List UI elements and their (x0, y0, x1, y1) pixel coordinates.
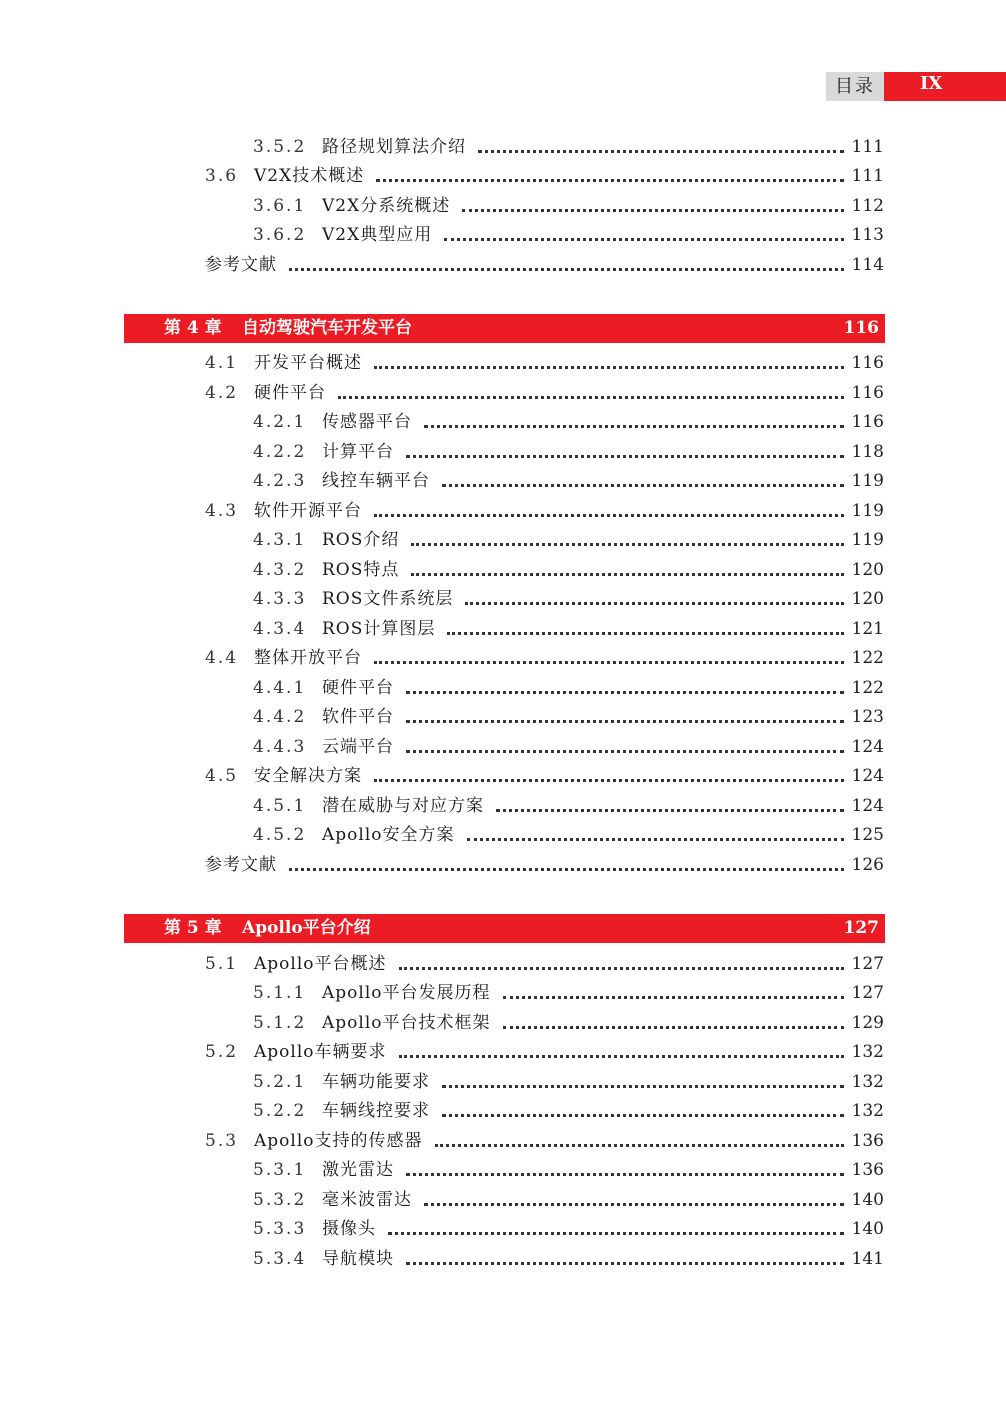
dot-leader (399, 967, 844, 970)
toc-entry[interactable] (205, 951, 884, 975)
toc-entry-title: 安全解决方案 (254, 766, 362, 786)
toc-entry-page: 132 (851, 1101, 884, 1121)
dot-leader (374, 661, 844, 664)
toc-entry[interactable] (253, 1157, 884, 1181)
toc-entry-number: 4.5.1 (253, 796, 307, 816)
toc-entry-title: V2X分系统概述 (322, 196, 451, 216)
toc-entry-page: 125 (851, 825, 884, 845)
toc-entry-references[interactable] (205, 852, 884, 876)
dot-leader (406, 455, 844, 458)
toc-entry-title: 软件平台 (322, 707, 394, 727)
toc-entry-title: 车辆功能要求 (322, 1072, 430, 1092)
toc-entry[interactable] (253, 1216, 884, 1240)
dot-leader (444, 238, 843, 241)
dot-leader (442, 1085, 844, 1088)
toc-entry-title: Apollo安全方案 (322, 825, 455, 845)
toc-entry[interactable] (253, 134, 884, 158)
toc-entry-page: 126 (851, 855, 884, 875)
running-header-label: 目录 (826, 72, 884, 101)
chapter-title: Apollo平台介绍 (242, 918, 371, 938)
toc-entry[interactable] (253, 222, 884, 246)
toc-entry-page: 127 (851, 983, 884, 1003)
toc-entry[interactable] (253, 1010, 884, 1034)
toc-entry-number: 4.3 (205, 501, 239, 521)
toc-entry[interactable] (253, 557, 884, 581)
chapter-title: 自动驾驶汽车开发平台 (242, 318, 412, 338)
dot-leader (462, 209, 843, 212)
toc-entry-page: 140 (851, 1190, 884, 1210)
toc-entry-page: 116 (851, 353, 884, 373)
dot-leader (435, 1144, 844, 1147)
toc-entry[interactable] (205, 350, 884, 374)
toc-entry-page: 123 (851, 707, 884, 727)
dot-leader (406, 720, 844, 723)
toc-entry-title: Apollo平台发展历程 (322, 983, 491, 1003)
running-header-page-numeral: IX (884, 72, 1006, 101)
toc-entry[interactable] (205, 1039, 884, 1063)
toc-entry[interactable] (253, 1187, 884, 1211)
toc-entry-number: 4.3.3 (253, 589, 307, 609)
toc-entry-title: 开发平台概述 (254, 353, 362, 373)
toc-entry-number: 4.4.2 (253, 707, 307, 727)
dot-leader (374, 366, 844, 369)
dot-leader (442, 1114, 844, 1117)
dot-leader (388, 1232, 844, 1235)
toc-entry-page: 127 (851, 954, 884, 974)
dot-leader (424, 1203, 844, 1206)
toc-entry-page: 116 (851, 383, 884, 403)
toc-entry-number: 4.4 (205, 648, 239, 668)
chapter-page: 127 (843, 918, 879, 938)
toc-entry[interactable] (205, 1128, 884, 1152)
toc-entry[interactable] (205, 645, 884, 669)
toc-entry[interactable] (253, 193, 884, 217)
toc-entry[interactable] (253, 675, 884, 699)
toc-entry[interactable] (205, 380, 884, 404)
toc-entry[interactable] (253, 734, 884, 758)
toc-entry-number: 4.3.4 (253, 619, 307, 639)
toc-entry[interactable] (253, 1098, 884, 1122)
toc-entry-title: Apollo车辆要求 (254, 1042, 387, 1062)
dot-leader (424, 425, 844, 428)
dot-leader (467, 838, 844, 841)
toc-entry[interactable] (253, 822, 884, 846)
dot-leader (289, 868, 844, 871)
toc-entry-number: 5.2.2 (253, 1101, 307, 1121)
toc-entry-number: 4.3.2 (253, 560, 307, 580)
dot-leader (411, 543, 843, 546)
toc-entry-references[interactable] (205, 252, 884, 276)
toc-entry[interactable] (253, 527, 884, 551)
toc-entry-title: Apollo平台概述 (254, 954, 387, 974)
toc-entry-number: 4.2 (205, 383, 239, 403)
toc-entry-title: 传感器平台 (322, 412, 412, 432)
toc-entry-title: 毫米波雷达 (322, 1190, 412, 1210)
toc-entry-title: 激光雷达 (322, 1160, 394, 1180)
toc-entry-title: 参考文献 (205, 855, 277, 875)
dot-leader (503, 1026, 844, 1029)
dot-leader (399, 1055, 844, 1058)
toc-entry[interactable] (253, 793, 884, 817)
dot-leader (406, 691, 844, 694)
toc-entry-title: 车辆线控要求 (322, 1101, 430, 1121)
toc-entry-number: 4.2.1 (253, 412, 307, 432)
toc-entry-number: 3.6 (205, 166, 239, 186)
toc-entry-number: 3.6.2 (253, 225, 307, 245)
toc-entry[interactable] (253, 1246, 884, 1270)
toc-entry-page: 114 (851, 255, 884, 275)
toc-entry-page: 120 (851, 560, 884, 580)
toc-entry-number: 4.3.1 (253, 530, 307, 550)
toc-entry-page: 119 (851, 471, 884, 491)
toc-entry-page: 120 (851, 589, 884, 609)
toc-entry-page: 122 (851, 678, 884, 698)
dot-leader (406, 750, 844, 753)
dot-leader (374, 779, 844, 782)
toc-entry-page: 124 (851, 796, 884, 816)
toc-entry-page: 122 (851, 648, 884, 668)
chapter-number: 第 5 章 (164, 918, 222, 938)
toc-entry-title: 软件开源平台 (254, 501, 362, 521)
toc-entry[interactable] (253, 468, 884, 492)
chapter-number: 第 4 章 (164, 318, 222, 338)
toc-entry-page: 140 (851, 1219, 884, 1239)
toc-entry[interactable] (253, 616, 884, 640)
toc-entry-page: 121 (851, 619, 884, 639)
toc-entry-title: ROS介绍 (322, 530, 400, 550)
toc-entry-title: Apollo支持的传感器 (254, 1131, 423, 1151)
toc-entry-title: ROS特点 (322, 560, 400, 580)
dot-leader (374, 514, 844, 517)
toc-entry-number: 5.2.1 (253, 1072, 307, 1092)
toc-entry-page: 111 (851, 166, 884, 186)
toc-entry-number: 3.5.2 (253, 137, 307, 157)
toc-entry-page: 119 (851, 501, 884, 521)
toc-entry-title: 摄像头 (322, 1219, 376, 1239)
toc-entry-number: 5.1.1 (253, 983, 307, 1003)
toc-entry[interactable] (253, 1069, 884, 1093)
toc-entry-number: 3.6.1 (253, 196, 307, 216)
toc-entry-number: 5.2 (205, 1042, 239, 1062)
dot-leader (376, 179, 843, 182)
toc-entry-number: 4.2.3 (253, 471, 307, 491)
toc-entry-number: 5.3.4 (253, 1249, 307, 1269)
toc-entry-number: 5.3.3 (253, 1219, 307, 1239)
toc-entry-number: 4.1 (205, 353, 239, 373)
dot-leader (338, 396, 844, 399)
dot-leader (442, 484, 844, 487)
dot-leader (503, 996, 844, 999)
toc-entry-title: 硬件平台 (322, 678, 394, 698)
toc-entry-title: 整体开放平台 (254, 648, 362, 668)
dot-leader (289, 268, 844, 271)
dot-leader (447, 632, 843, 635)
toc-entry-page: 119 (851, 530, 884, 550)
toc-entry-page: 132 (851, 1042, 884, 1062)
dot-leader (411, 573, 843, 576)
dot-leader (465, 602, 843, 605)
toc-entry-title: Apollo平台技术框架 (322, 1013, 491, 1033)
toc-entry-page: 132 (851, 1072, 884, 1092)
toc-entry-title: 潜在威胁与对应方案 (322, 796, 484, 816)
toc-entry-number: 5.1 (205, 954, 239, 974)
toc-entry[interactable] (205, 498, 884, 522)
toc-entry-number: 4.4.3 (253, 737, 307, 757)
chapter-heading-5[interactable] (124, 914, 885, 943)
toc-entry-number: 5.3.2 (253, 1190, 307, 1210)
toc-entry-number: 4.5.2 (253, 825, 307, 845)
toc-entry-title: ROS文件系统层 (322, 589, 454, 609)
toc-entry[interactable] (253, 704, 884, 728)
toc-entry[interactable] (253, 980, 884, 1004)
toc-entry-title: 路径规划算法介绍 (322, 137, 466, 157)
chapter-heading-4[interactable] (124, 314, 885, 343)
toc-entry-number: 5.3 (205, 1131, 239, 1151)
toc-entry-number: 4.2.2 (253, 442, 307, 462)
toc-entry[interactable] (253, 409, 884, 433)
toc-entry-number: 5.1.2 (253, 1013, 307, 1033)
toc-entry[interactable] (253, 586, 884, 610)
toc-entry-title: V2X典型应用 (322, 225, 433, 245)
toc-entry-number: 4.4.1 (253, 678, 307, 698)
toc-entry-page: 116 (851, 412, 884, 432)
toc-entry-page: 136 (851, 1131, 884, 1151)
toc-entry-page: 111 (851, 137, 884, 157)
dot-leader (406, 1262, 844, 1265)
toc-entry-page: 124 (851, 766, 884, 786)
toc-entry-title: V2X技术概述 (254, 166, 365, 186)
toc-entry[interactable] (253, 439, 884, 463)
toc-entry-page: 112 (851, 196, 884, 216)
chapter-page: 116 (843, 318, 879, 338)
toc-entry-title: 导航模块 (322, 1249, 394, 1269)
dot-leader (478, 150, 844, 153)
toc-entry-page: 113 (851, 225, 884, 245)
toc-entry-page: 124 (851, 737, 884, 757)
toc-entry-title: ROS计算图层 (322, 619, 436, 639)
toc-entry[interactable] (205, 163, 884, 187)
toc-entry-page: 129 (851, 1013, 884, 1033)
toc-entry-number: 4.5 (205, 766, 239, 786)
toc-entry-title: 云端平台 (322, 737, 394, 757)
toc-entry-page: 136 (851, 1160, 884, 1180)
toc-entry-page: 118 (851, 442, 884, 462)
dot-leader (496, 809, 844, 812)
toc-entry[interactable] (205, 763, 884, 787)
toc-entry-title: 硬件平台 (254, 383, 326, 403)
dot-leader (406, 1173, 844, 1176)
toc-entry-title: 线控车辆平台 (322, 471, 430, 491)
toc-entry-title: 计算平台 (322, 442, 394, 462)
toc-entry-page: 141 (851, 1249, 884, 1269)
toc-entry-title: 参考文献 (205, 255, 277, 275)
toc-entry-number: 5.3.1 (253, 1160, 307, 1180)
